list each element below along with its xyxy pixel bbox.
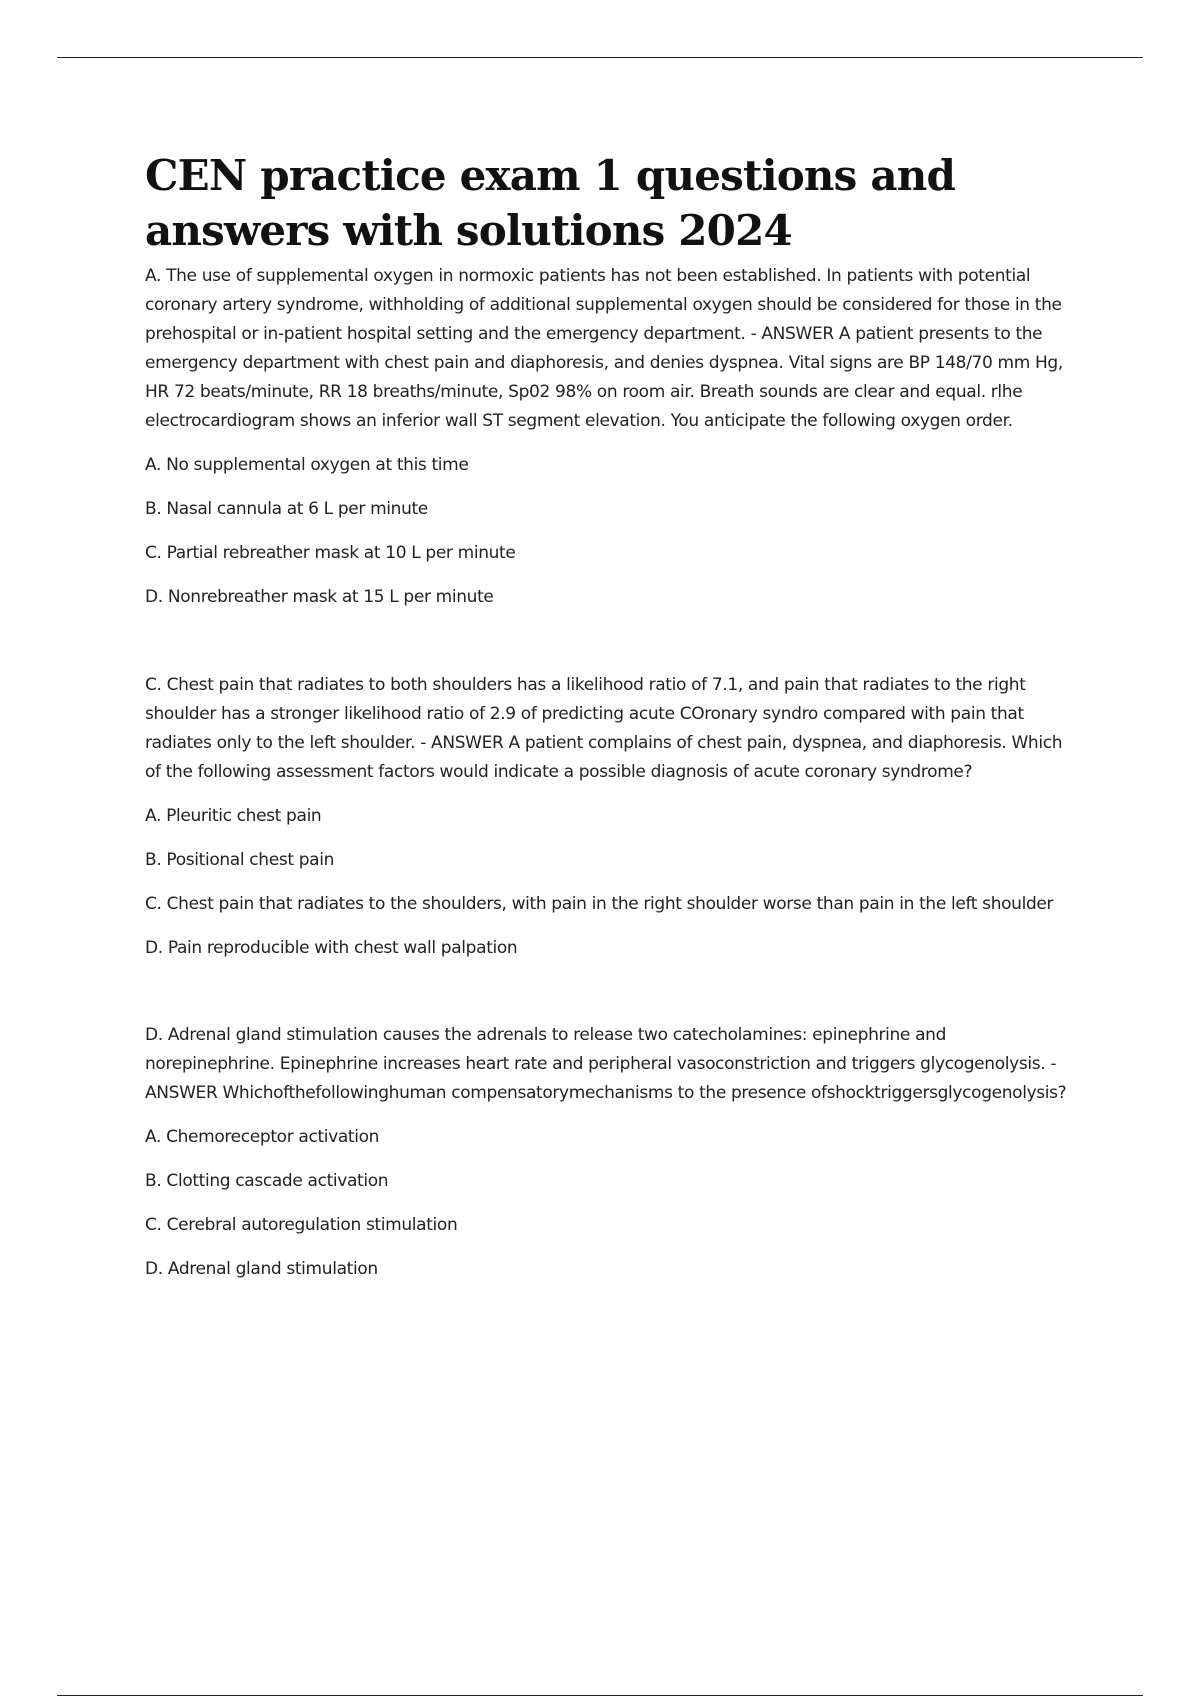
question-block-2 — [145, 671, 1075, 963]
answer-option: C. Partial rebreather mask at 10 L per minute — [145, 543, 516, 563]
answer-option: D. Pain reproducible with chest wall palpation — [145, 938, 518, 958]
answer-option: D. Adrenal gland stimulation — [145, 1259, 378, 1279]
question-text: A. The use of supplemental oxygen in normoxic patients has not been established. In patients with potential coronary artery syndrome, withholding of additional supplemental oxygen should be considered for those in the prehospital or in-patient hospital setting and the emergency department. - ANSWER A patient presents to the emergency department with chest pain and diaphoresis, and denies dyspnea. Vital signs are BP 148/70 mm Hg, HR 72 beats/minute, RR 18 breaths/minute, Sp02 98% on room air. Breath sounds are clear and equal. rlhe electrocardiogram shows an inferior wall ST segment elevation. You anticipate the following oxygen order. — [145, 266, 1063, 431]
top-rule — [57, 57, 1143, 58]
question-block-1 — [145, 262, 1075, 612]
question-text: C. Chest pain that radiates to both shoulders has a likelihood ratio of 7.1, and pain that radiates to the right shoulder has a stronger likelihood ratio of 2.9 of predicting acute COronary syndro compared with pain that radiates only to the left shoulder. - ANSWER A patient complains of chest pain, dyspnea, and diaphoresis. Which of the following assessment factors would indicate a possible diagnosis of acute coronary syndrome? — [145, 675, 1063, 782]
answer-option: B. Positional chest pain — [145, 850, 335, 870]
bottom-rule — [57, 1695, 1143, 1696]
question-text: D. Adrenal gland stimulation causes the adrenals to release two catecholamines: epinephrine and norepinephrine. Epinephrine increases heart rate and peripheral vasoconstriction and triggers glycogenolysis. - ANSWER Whichofthefollowinghuman compensatorymechanisms to the presence ofshocktriggersglycogenolysis? — [145, 1025, 1067, 1103]
answer-option: A. Pleuritic chest pain — [145, 806, 322, 826]
answer-option: C. Chest pain that radiates to the shoulders, with pain in the right shoulder worse than pain in the left shoulder — [145, 894, 1054, 914]
answer-option: B. Nasal cannula at 6 L per minute — [145, 499, 428, 519]
spacer — [145, 978, 1075, 1021]
document-body — [145, 148, 1075, 1299]
answer-option: C. Cerebral autoregulation stimulation — [145, 1215, 458, 1235]
document-title: CEN practice exam 1 questions and answers with solutions 2024 — [145, 151, 956, 255]
answer-option: A. Chemoreceptor activation — [145, 1127, 380, 1147]
answer-option: D. Nonrebreather mask at 15 L per minute — [145, 587, 494, 607]
answer-option: A. No supplemental oxygen at this time — [145, 455, 469, 475]
spacer — [145, 627, 1075, 671]
question-block-3 — [145, 1021, 1075, 1284]
answer-option: B. Clotting cascade activation — [145, 1171, 389, 1191]
